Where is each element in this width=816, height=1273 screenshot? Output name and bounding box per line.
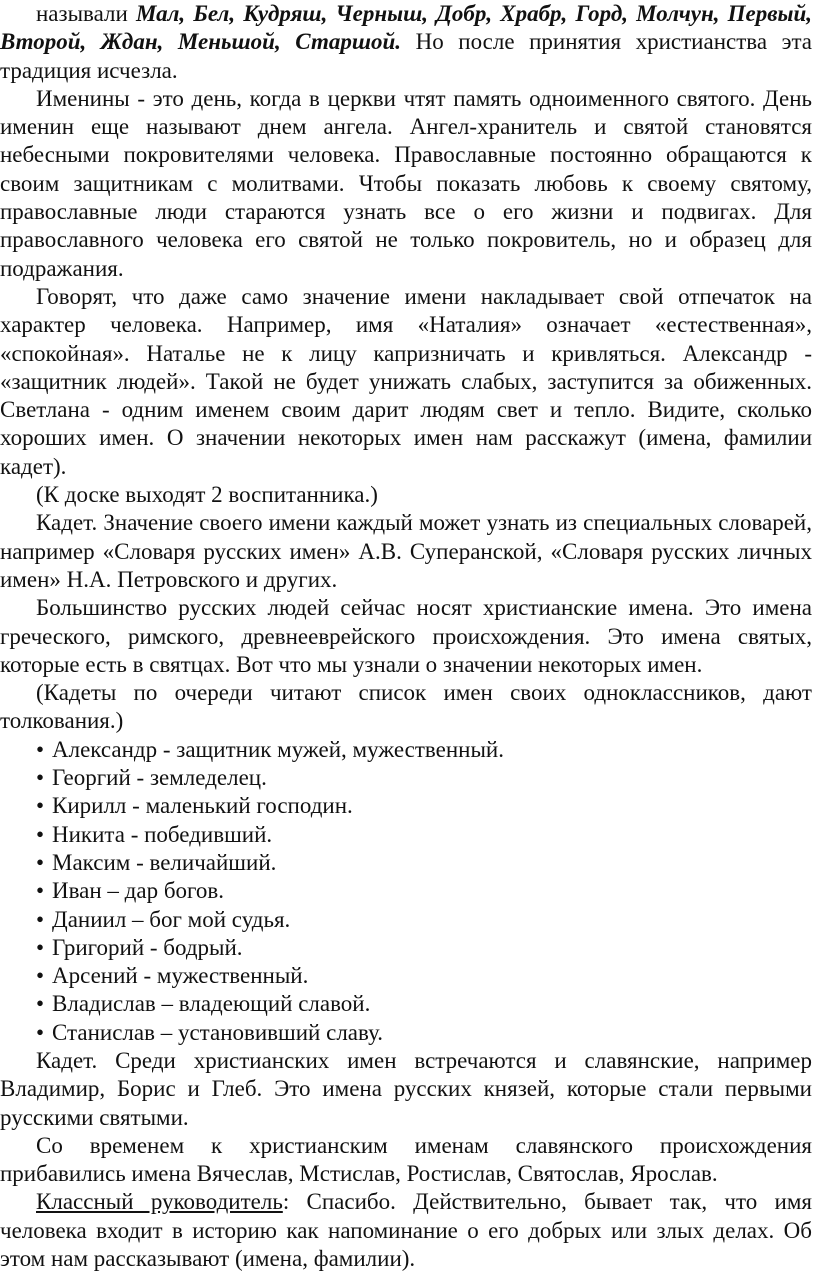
list-item	[0, 736, 816, 764]
list-item	[0, 821, 816, 849]
list-item	[0, 764, 816, 792]
list-item-text: Александр - защитник мужей, мужественный.	[52, 736, 504, 762]
list-item	[0, 1019, 816, 1047]
bullet-glyph: •	[36, 906, 45, 932]
list-item	[0, 877, 816, 905]
list-item-text: Владислав – владеющий славой.	[52, 991, 371, 1017]
list-item-text: Кирилл - маленький господин.	[52, 793, 353, 819]
intro-tail: Но после принятия христианства эта традиция исчезла.	[0, 29, 812, 83]
speaker-label: Классный руководитель	[36, 1189, 283, 1215]
paragraph-stage-direction-board: (К доске выходят 2 воспитанника.)	[36, 482, 378, 508]
list-item	[0, 934, 816, 962]
paragraph-stage-direction-list: (Кадеты по очереди читают список имен своих одноклассников, дают толкования.)	[0, 680, 812, 734]
bullet-glyph: •	[36, 963, 45, 989]
bullet-glyph: •	[36, 736, 45, 762]
intro-paragraph	[0, 0, 812, 85]
bullet-glyph: •	[36, 1019, 45, 1045]
list-item-text: Даниил – бог мой судья.	[52, 906, 291, 932]
list-item	[0, 906, 816, 934]
bullet-glyph: •	[36, 765, 45, 791]
bullet-glyph: •	[36, 878, 45, 904]
list-item-text: Георгий - земледелец.	[52, 765, 267, 791]
list-item	[0, 792, 816, 820]
paragraph-name-day: Именины - это день, когда в церкви чтят память одноименного святого. День именин еще называют днем ангела. Ангел-хранитель и святой становятся небесными покровителями человека. Православные постоянно обращаются к своим защитникам с молитвами. Чтобы показать любовь к своему святому, православные люди стараются узнать все о его жизни и подвигах. Для православного человека его святой не только покровитель, но и образец для подражания.	[0, 85, 812, 281]
paragraph-name-meaning: Говорят, что даже само значение имени накладывает свой отпечаток на характер человека. Например, имя «Наталия» означает «естественная», «спокойная». Наталье не к лицу капризничать и кривляться. Александр - «защитник людей». Такой не будет унижать слабых, заступится за обиженных. Светлана - одним именем своим дарит людям свет и тепло. Видите, сколько хороших имен. О значении некоторых имен нам расскажут (имена, фамилии кадет).	[0, 283, 812, 479]
intro-lead: называли	[36, 1, 128, 26]
paragraph-cadet-dictionaries: Кадет. Значение своего имени каждый может узнать из специальных словарей, например «Словаря русских имен» А.В. Суперанской, «Словаря русских личных имен» Н.А. Петровского и других.	[0, 510, 812, 592]
paragraph-slavic-origin-names: Со временем к христианским именам славянского происхождения прибавились имена Вячеслав, Мстислав, Ростислав, Святослав, Ярослав.	[0, 1132, 812, 1187]
teacher-remark-text: : Спасибо. Действительно, бывает так, что имя человека входит в историю как напоминание о его добрых или злых делах. Об этом нам рассказывают (имена, фамилии).	[0, 1189, 812, 1272]
list-item-text: Григорий - бодрый.	[52, 934, 243, 960]
list-item-text: Станислав – установивший славу.	[52, 1019, 384, 1045]
list-item	[0, 849, 816, 877]
paragraph-teacher-remark	[0, 1188, 812, 1273]
slavic-names-list: Мал, Бел, Кудряш, Черныш, Добр, Храбр, Горд, Молчун, Первый, Второй, Ждан, Меньшой, Старшой.	[0, 1, 813, 55]
bullet-glyph: •	[36, 934, 45, 960]
list-item	[0, 962, 816, 990]
paragraph-slavic-saints: Кадет. Среди христианских имен встречаются и славянские, например Владимир, Борис и Глеб. Это имена русских князей, которые стали первыми русскими святыми.	[0, 1047, 812, 1130]
name-meanings-list	[0, 736, 816, 1047]
list-item-text: Арсений - мужественный.	[52, 963, 309, 989]
bullet-glyph: •	[36, 793, 45, 819]
paragraph-christian-names: Большинство русских людей сейчас носят христианские имена. Это имена греческого, римского, древнееврейского происхождения. Это имена святых, которые есть в святцах. Вот что мы узнали о значении некоторых имен.	[0, 595, 812, 677]
list-item-text: Никита - победивший.	[52, 821, 273, 847]
bullet-glyph: •	[36, 821, 45, 847]
bullet-glyph: •	[36, 991, 45, 1017]
list-item	[0, 990, 816, 1018]
list-item-text: Иван – дар богов.	[52, 878, 225, 904]
list-item-text: Максим - величайший.	[52, 849, 277, 875]
bullet-glyph: •	[36, 849, 45, 875]
